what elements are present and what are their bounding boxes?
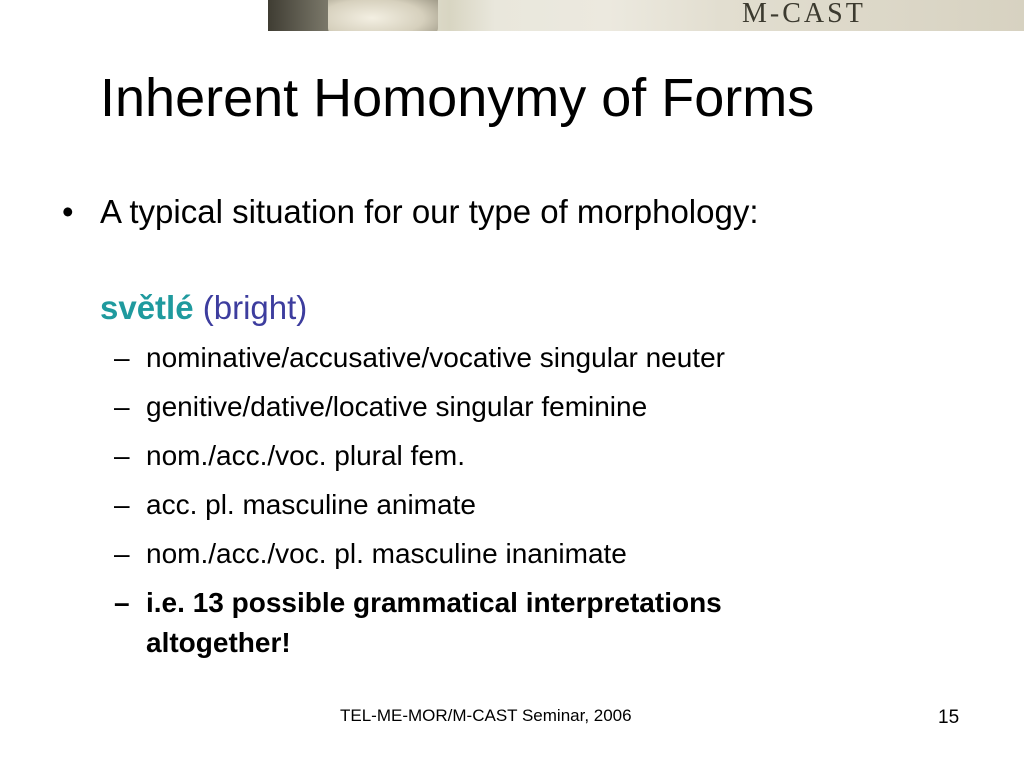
main-bullet-text: A typical situation for our type of morphology: [100,193,759,230]
list-item [114,338,874,378]
list-item-text: i.e. 13 possible grammatical interpretations altogether! [146,587,722,658]
list-item-text: genitive/dative/locative singular feminine [146,391,648,422]
interpretation-list [114,338,874,672]
dash-marker: – [114,489,130,520]
page-number: 15 [938,707,960,728]
dash-marker: – [114,538,130,569]
m-cast-logo: M-CAST [742,0,866,29]
dash-marker: – [114,440,130,471]
footer-text: TEL-ME-MOR/M-CAST Seminar, 2006 [340,706,632,725]
header-banner [268,0,1024,31]
list-item [114,485,874,525]
list-item [114,436,874,476]
dash-marker: – [114,342,130,373]
example-gloss: (bright) [202,289,308,326]
bullet-marker: • [62,193,74,230]
list-item-conclusion [114,583,874,663]
dash-marker: – [114,587,130,618]
list-item-text: acc. pl. masculine animate [146,489,476,520]
list-item-text: nom./acc./voc. pl. masculine inanimate [146,538,627,569]
list-item [114,387,874,427]
example-line [100,286,307,330]
slide-title: Inherent Homonymy of Forms [100,68,815,128]
list-item [114,534,874,574]
dash-marker: – [114,391,130,422]
list-item-text: nom./acc./voc. plural fem. [146,440,466,471]
list-item-text: nominative/accusative/vocative singular neuter [146,342,725,373]
example-word: světlé [100,289,194,326]
banner-shade [268,0,328,31]
book-image [328,0,438,31]
